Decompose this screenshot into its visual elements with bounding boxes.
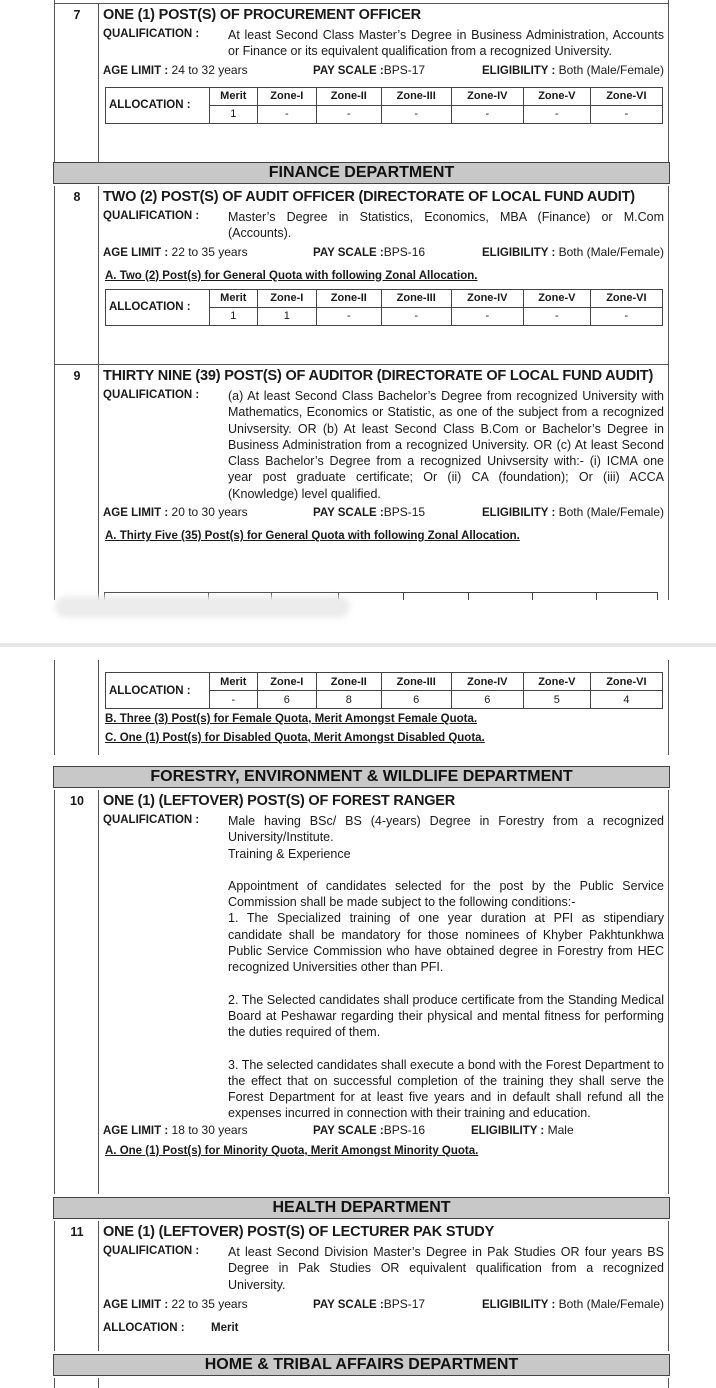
post-entry-11 xyxy=(54,1221,669,1351)
pay-scale-label: PAY SCALE : xyxy=(313,64,384,77)
post-number: 9 xyxy=(73,369,81,383)
condition-3: 3. The selected candidates shall execute a bond with the Forest Department to the effect that on successful completion of the training they shall serve the Forest Department for at least five years and in default shall refund all the expenses incurred in connection with their training and education. xyxy=(228,1057,664,1121)
post-entry-9-continued xyxy=(54,660,669,755)
pay-scale-label: PAY SCALE : xyxy=(313,1124,384,1137)
alloc-zone-2: 8 xyxy=(316,691,381,709)
department-header-finance: FINANCE DEPARTMENT xyxy=(53,162,670,184)
quota-a-note: A. One (1) Post(s) for Minority Quota, Merit Amongst Minority Quota. xyxy=(105,1144,479,1157)
eligibility-value: Both (Male/Female) xyxy=(558,244,664,259)
eligibility-value: Male xyxy=(547,1122,574,1137)
post-title: TWO (2) POST(S) OF AUDIT OFFICER (DIRECTORATE OF LOCAL FUND AUDIT) xyxy=(103,189,635,205)
alloc-zone-3: 6 xyxy=(381,691,451,709)
quota-a-note: A. Two (2) Post(s) for General Quota with following Zonal Allocation. xyxy=(105,269,478,282)
conditions-intro: Appointment of candidates selected for the post by the Public Service Commission shall be made subject to the following conditions:- xyxy=(228,878,664,910)
age-limit-label: AGE LIMIT : xyxy=(103,64,169,77)
training-heading: Training & Experience xyxy=(228,846,351,861)
department-header-forestry: FORESTRY, ENVIRONMENT & WILDLIFE DEPARTMENT xyxy=(53,766,670,788)
qualification-text: Master’s Degree in Statistics, Economics, MBA (Finance) or M.Com (Accounts). xyxy=(228,210,664,241)
age-limit-value: 20 to 30 years xyxy=(171,505,248,520)
pay-scale-value: BPS-17 xyxy=(383,62,426,77)
eligibility-value: Both (Male/Female) xyxy=(558,62,664,77)
alloc-zone-2: - xyxy=(316,307,381,325)
qualification-degree: Male having BSc/ BS (4-years) Degree in Forestry from a recognized University/Institute. xyxy=(228,814,664,845)
post-title: ONE (1) POST(S) OF PROCUREMENT OFFICER xyxy=(103,7,421,23)
department-header-health: HEALTH DEPARTMENT xyxy=(53,1197,670,1219)
eligibility-label: ELIGIBILITY : xyxy=(482,246,556,259)
header-zone-1: Zone-I xyxy=(257,289,316,307)
post-entry-10 xyxy=(54,790,669,1194)
qualification-block xyxy=(228,813,664,1122)
age-limit-value: 24 to 32 years xyxy=(171,62,248,77)
age-limit-label: AGE LIMIT : xyxy=(103,1298,169,1311)
age-limit-label: AGE LIMIT : xyxy=(103,1124,169,1137)
post-meta xyxy=(103,1297,664,1313)
alloc-merit: 1 xyxy=(210,105,258,123)
allocation-label: ALLOCATION : xyxy=(103,1321,185,1334)
alloc-zone-6: - xyxy=(590,105,662,123)
post-number: 8 xyxy=(73,190,81,204)
allocation-row xyxy=(103,1321,664,1336)
pay-scale-value: BPS-16 xyxy=(383,1122,426,1137)
allocation-table xyxy=(105,87,663,124)
age-limit-label: AGE LIMIT : xyxy=(103,507,169,520)
post-number: 10 xyxy=(70,794,84,808)
pay-scale-value: BPS-15 xyxy=(383,505,426,520)
alloc-merit: - xyxy=(210,691,258,709)
header-zone-1: Zone-I xyxy=(257,673,316,691)
post-entry-9 xyxy=(54,364,669,600)
post-title: ONE (1) (LEFTOVER) POST(S) OF LECTURER PAK STUDY xyxy=(103,1224,495,1240)
qualification-text: (a) At least Second Class Bachelor’s Degree from recognized University with Mathematics, Economics or Statistic, as one of the subject from a recognized Univsersity. OR (b) At least Second Class B.Com or Bachelor’s Degree in Business Administration from a recognized University. OR (c) At least Second Class Bachelor’s Degree from a recognized Univsersity with:- (i) ICMA one year post graduate certificate; Or (ii) CA (foundation); Or (iii) ACCA (Knowledge) level qualified. xyxy=(228,389,664,501)
header-merit: Merit xyxy=(210,673,258,691)
condition-1: 1. The Specialized training of one year duration at PFI as stipendiary candidate shall be mandatory for those nominees of Khyber Pakhtunkhwa Public Service Commission who have obtained degree in Forestry from HEC recognized Universities other than PFI. xyxy=(228,911,664,975)
header-zone-3: Zone-III xyxy=(381,87,451,105)
quota-c-note: C. One (1) Post(s) for Disabled Quota, Merit Amongst Disabled Quota. xyxy=(105,732,485,744)
post-title: THIRTY NINE (39) POST(S) OF AUDITOR (DIRECTORATE OF LOCAL FUND AUDIT) xyxy=(103,368,654,384)
header-merit: Merit xyxy=(210,87,258,105)
document-page-top xyxy=(0,0,716,600)
alloc-zone-3: - xyxy=(381,105,451,123)
post-entry-7 xyxy=(54,4,669,162)
header-zone-6: Zone-VI xyxy=(590,87,662,105)
eligibility-label: ELIGIBILITY : xyxy=(482,64,556,77)
condition-2: 2. The Selected candidates shall produce certificate from the Standing Medical Board at Peshawar regarding their physical and mental fitness for performing the duties required of them. xyxy=(228,992,664,1040)
alloc-zone-2: - xyxy=(316,105,381,123)
eligibility-value: Both (Male/Female) xyxy=(558,505,664,520)
alloc-zone-3: - xyxy=(381,307,451,325)
age-limit-value: 22 to 35 years xyxy=(171,244,248,259)
pay-scale-value: BPS-17 xyxy=(383,1296,426,1311)
eligibility-label: ELIGIBILITY : xyxy=(482,507,556,520)
document-page-bottom xyxy=(0,660,716,1388)
allocation-table xyxy=(105,289,663,326)
qualification-label: QUALIFICATION : xyxy=(103,210,200,222)
post-number: 7 xyxy=(73,8,81,22)
eligibility-label: ELIGIBILITY : xyxy=(471,1124,545,1137)
alloc-zone-4: - xyxy=(451,105,523,123)
quota-b-note: B. Three (3) Post(s) for Female Quota, Merit Amongst Female Quota. xyxy=(105,713,478,725)
page-divider xyxy=(0,643,716,647)
post-meta xyxy=(103,245,664,261)
pay-scale-label: PAY SCALE : xyxy=(313,507,384,520)
allocation-label: ALLOCATION : xyxy=(106,87,210,123)
header-zone-2: Zone-II xyxy=(316,673,381,691)
post-entry-12-cutoff xyxy=(54,1378,669,1388)
alloc-zone-6: - xyxy=(590,307,662,325)
header-zone-3: Zone-III xyxy=(381,289,451,307)
alloc-zone-1: 1 xyxy=(257,307,316,325)
alloc-zone-5: - xyxy=(523,105,590,123)
header-zone-6: Zone-VI xyxy=(590,289,662,307)
post-meta xyxy=(103,1123,664,1139)
post-title: ONE (1) (LEFTOVER) POST(S) OF FOREST RANGER xyxy=(103,793,456,809)
header-zone-1: Zone-I xyxy=(257,87,316,105)
eligibility-value: Both (Male/Female) xyxy=(558,1296,664,1311)
qualification-text: At least Second Division Master’s Degree in Pak Studies OR four years BS Degree in Pak Studies OR equivalent qualification from a recognized University. xyxy=(228,1245,664,1292)
header-zone-3: Zone-III xyxy=(381,673,451,691)
pay-scale-label: PAY SCALE : xyxy=(313,246,384,259)
alloc-merit: 1 xyxy=(210,307,258,325)
qualification-label: QUALIFICATION : xyxy=(103,389,200,401)
qualification-label: QUALIFICATION : xyxy=(103,1245,200,1257)
header-zone-4: Zone-IV xyxy=(451,289,523,307)
allocation-table xyxy=(105,672,663,709)
header-zone-6: Zone-VI xyxy=(590,673,662,691)
age-limit-value: 22 to 35 years xyxy=(171,1296,248,1311)
header-zone-2: Zone-II xyxy=(316,87,381,105)
qualification-text: At least Second Class Master’s Degree in Business Administration, Accounts or Finance or its equivalent qualification from a recognized University. xyxy=(228,28,664,59)
post-meta xyxy=(103,505,664,521)
quota-a-note: A. Thirty Five (35) Post(s) for General Quota with following Zonal Allocation. xyxy=(105,530,520,543)
post-number: 11 xyxy=(70,1225,84,1239)
alloc-zone-4: - xyxy=(451,307,523,325)
pay-scale-value: BPS-16 xyxy=(383,244,426,259)
alloc-zone-6: 4 xyxy=(590,691,662,709)
alloc-zone-1: - xyxy=(257,105,316,123)
header-zone-4: Zone-IV xyxy=(451,673,523,691)
header-zone-5: Zone-V xyxy=(523,87,590,105)
allocation-value: Merit xyxy=(211,1321,239,1334)
age-limit-value: 18 to 30 years xyxy=(171,1122,248,1137)
header-zone-5: Zone-V xyxy=(523,673,590,691)
alloc-zone-5: - xyxy=(523,307,590,325)
eligibility-label: ELIGIBILITY : xyxy=(482,1298,556,1311)
header-zone-2: Zone-II xyxy=(316,289,381,307)
alloc-zone-1: 6 xyxy=(257,691,316,709)
alloc-zone-5: 5 xyxy=(523,691,590,709)
header-zone-4: Zone-IV xyxy=(451,87,523,105)
department-header-home-tribal: HOME & TRIBAL AFFAIRS DEPARTMENT xyxy=(53,1354,670,1376)
header-merit: Merit xyxy=(210,289,258,307)
qualification-label: QUALIFICATION : xyxy=(103,28,200,40)
alloc-zone-4: 6 xyxy=(451,691,523,709)
header-zone-5: Zone-V xyxy=(523,289,590,307)
allocation-label: ALLOCATION : xyxy=(106,673,210,709)
age-limit-label: AGE LIMIT : xyxy=(103,246,169,259)
pay-scale-label: PAY SCALE : xyxy=(313,1298,384,1311)
qualification-label: QUALIFICATION : xyxy=(103,814,200,826)
allocation-label: ALLOCATION : xyxy=(106,289,210,325)
blurred-caption xyxy=(55,596,350,618)
post-meta xyxy=(103,63,664,79)
post-entry-8 xyxy=(54,186,669,364)
